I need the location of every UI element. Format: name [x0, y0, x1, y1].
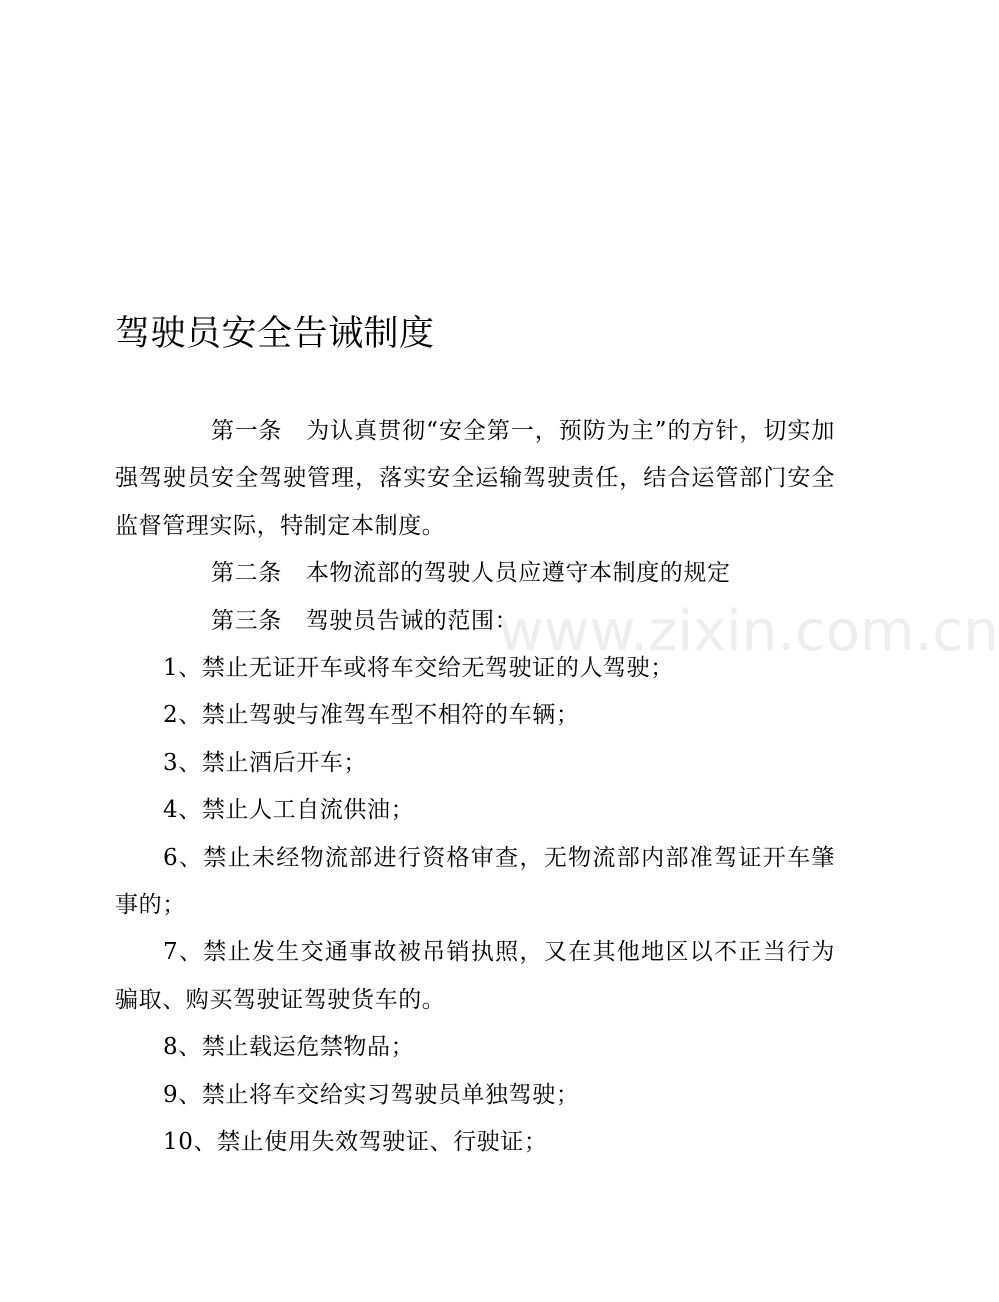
list-item: 2、禁止驾驶与准驾车型不相符的车辆；: [163, 702, 580, 729]
document-body: [115, 408, 835, 1167]
article-3: [115, 598, 835, 645]
list-item: 10、禁止使用失效驾驶证、行驶证；: [163, 1129, 548, 1156]
article-label: 第一条: [211, 418, 282, 444]
document-title: 驾驶员安全告诫制度: [115, 314, 435, 354]
list-item: 8、禁止载运危禁物品；: [163, 1034, 415, 1061]
article-text: 为认真贯彻“安全第一，预防为主”的方针，切实加强驾驶员安全驾驶管理，落实安全运输驾驶责任，结合运管部门安全监督管理实际，特制定本制度。: [115, 418, 835, 539]
article-text: 本物流部的驾驶人员应遵守本制度的规定: [305, 560, 731, 587]
list-item: 4、禁止人工自流供油；: [163, 797, 415, 824]
list-item: 3、禁止酒后开车；: [163, 749, 368, 776]
article-text: 驾驶员告诫的范围：: [305, 607, 519, 634]
article-1: [115, 408, 835, 550]
article-label: 第三条: [211, 607, 282, 634]
list-item: 9、禁止将车交给实习驾驶员单独驾驶；: [163, 1081, 580, 1108]
list-item: 6、禁止未经物流部进行资格审查，无物流部内部准驾证开车肇事的；: [115, 844, 835, 919]
list-item: 7、禁止发生交通事故被吊销执照，又在其他地区以不正当行为骗取、购买驾驶证驾驶货车的。: [115, 939, 835, 1013]
list-item: 1、禁止无证开车或将车交给无驾驶证的人驾驶；: [163, 655, 674, 682]
watermark: www.zixin.com.cn: [498, 599, 999, 664]
article-2: [115, 550, 835, 597]
article-label: 第二条: [211, 560, 282, 587]
